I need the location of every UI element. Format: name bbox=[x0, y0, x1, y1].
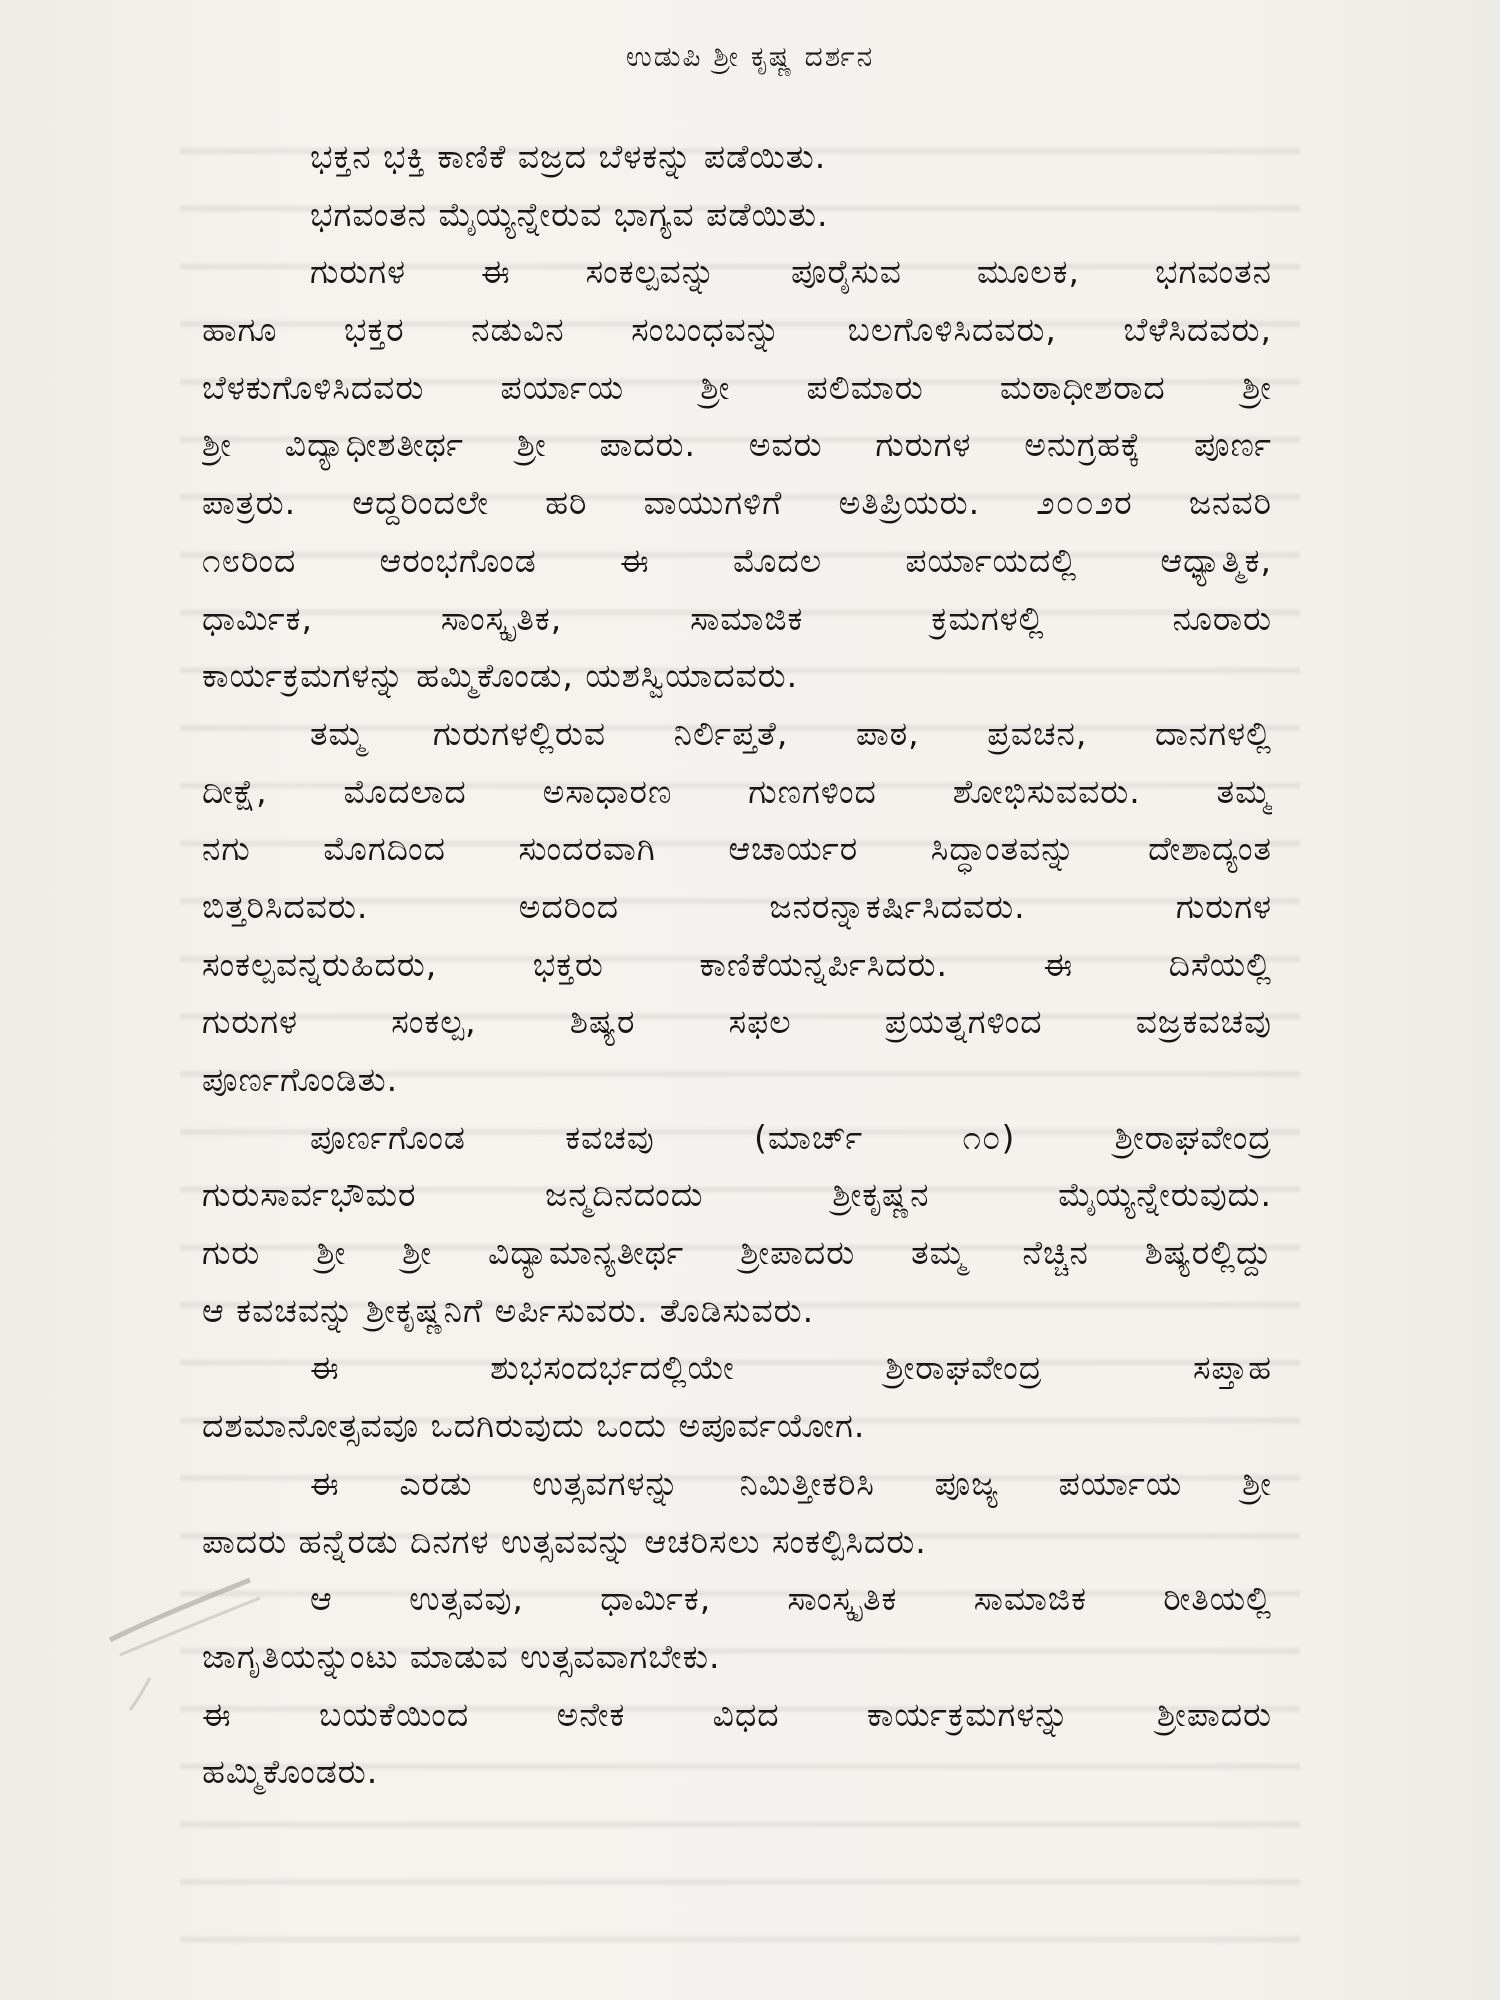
text-line: ತಮ್ಮ ಗುರುಗಳಲ್ಲಿರುವ ನಿರ್ಲಿಪ್ತತೆ, ಪಾಠ, ಪ್ರವಚನ, ದಾನಗಳಲ್ಲಿ bbox=[310, 713, 1272, 753]
text-line: ಸಂಕಲ್ಪವನ್ನರುಹಿದರು, ಭಕ್ತರು ಕಾಣಿಕೆಯನ್ನರ್ಪಿಸಿದರು. ಈ ದಿಸೆಯಲ್ಲಿ bbox=[202, 944, 1272, 984]
text-line: ಶ್ರೀ ವಿದ್ಯಾಧೀಶತೀರ್ಥ ಶ್ರೀ ಪಾದರು. ಅವರು ಗುರುಗಳ ಅನುಗ್ರಹಕ್ಕೆ ಪೂರ್ಣ bbox=[202, 425, 1272, 465]
text-line: ಹಾಗೂ ಭಕ್ತರ ನಡುವಿನ ಸಂಬಂಧವನ್ನು ಬಲಗೊಳಿಸಿದವರು, ಬೆಳೆಸಿದವರು, bbox=[202, 310, 1272, 350]
text-line: ಈ ಬಯಕೆಯಿಂದ ಅನೇಕ ವಿಧದ ಕಾರ್ಯಕ್ರಮಗಳನ್ನು ಶ್ರೀಪಾದರು bbox=[202, 1694, 1272, 1734]
text-line: ಆ ಕವಚವನ್ನು ಶ್ರೀಕೃಷ್ಣನಿಗೆ ಅರ್ಪಿಸುವರು. ತೊಡಿಸುವರು. bbox=[202, 1290, 815, 1330]
text-line: ಈ ಶುಭಸಂದರ್ಭದಲ್ಲಿಯೇ ಶ್ರೀರಾಘವೇಂದ್ರ ಸಪ್ತಾಹ bbox=[310, 1348, 1272, 1388]
text-line: ಗುರುಗಳ ಸಂಕಲ್ಪ, ಶಿಷ್ಯರ ಸಫಲ ಪ್ರಯತ್ನಗಳಿಂದ ವಜ್ರಕವಚವು bbox=[202, 1002, 1272, 1042]
running-header: ಉಡುಪಿ ಶ್ರೀ ಕೃಷ್ಣ ದರ್ಶನ bbox=[625, 40, 875, 73]
text-line: ನಗು ಮೊಗದಿಂದ ಸುಂದರವಾಗಿ ಆಚಾರ್ಯರ ಸಿದ್ಧಾಂತವನ್ನು ದೇಶಾದ್ಯಂತ bbox=[202, 829, 1272, 869]
text-line: ಗುರು ಶ್ರೀ ಶ್ರೀ ವಿದ್ಯಾಮಾನ್ಯತೀರ್ಥ ಶ್ರೀಪಾದರು ತಮ್ಮ ನೆಚ್ಚಿನ ಶಿಷ್ಯರಲ್ಲಿದ್ದು bbox=[202, 1233, 1272, 1273]
text-line: ದಶಮಾನೋತ್ಸವವೂ ಒದಗಿರುವುದು ಒಂದು ಅಪೂರ್ವಯೋಗ. bbox=[202, 1406, 866, 1446]
text-line: ೧೮ರಿಂದ ಆರಂಭಗೊಂಡ ಈ ಮೊದಲ ಪರ್ಯಾಯದಲ್ಲಿ ಆಧ್ಯಾತ್ಮಿಕ, bbox=[202, 540, 1272, 580]
text-line: ಜಾಗೃತಿಯನ್ನುಂಟು ಮಾಡುವ ಉತ್ಸವವಾಗಬೇಕು. bbox=[202, 1636, 721, 1676]
text-line: ಕಾರ್ಯಕ್ರಮಗಳನ್ನು ಹಮ್ಮಿಕೊಂಡು, ಯಶಸ್ವಿಯಾದವರು. bbox=[202, 656, 799, 696]
text-line: ಹಮ್ಮಿಕೊಂಡರು. bbox=[202, 1752, 379, 1792]
text-line: ಭಕ್ತನ ಭಕ್ತಿ ಕಾಣಿಕೆ ವಜ್ರದ ಬೆಳಕನ್ನು ಪಡೆಯಿತು. bbox=[310, 137, 827, 176]
text-line: ಬೆಳಕುಗೊಳಿಸಿದವರು ಪರ್ಯಾಯ ಶ್ರೀ ಪಲಿಮಾರು ಮಠಾಧೀಶರಾದ ಶ್ರೀ bbox=[202, 367, 1272, 407]
text-line: ಭಗವಂತನ ಮೈಯ್ಯನ್ನೇರುವ ಭಾಗ್ಯವ ಪಡೆಯಿತು. bbox=[310, 194, 829, 234]
text-line: ದೀಕ್ಷೆ, ಮೊದಲಾದ ಅಸಾಧಾರಣ ಗುಣಗಳಿಂದ ಶೋಭಿಸುವವರು. ತಮ್ಮ bbox=[202, 771, 1272, 811]
text-line: ಪೂರ್ಣಗೊಂಡ ಕವಚವು (ಮಾರ್ಚ್ ೧೦) ಶ್ರೀರಾಘವೇಂದ್ರ bbox=[310, 1117, 1272, 1157]
text-line: ಗುರುಸಾರ್ವಭೌಮರ ಜನ್ಮದಿನದಂದು ಶ್ರೀಕೃಷ್ಣನ ಮೈಯ್ಯನ್ನೇರುವುದು. bbox=[202, 1175, 1272, 1215]
text-line: ಪಾತ್ರರು. ಆದ್ದರಿಂದಲೇ ಹರಿ ವಾಯುಗಳಿಗೆ ಅತಿಪ್ರಿಯರು. ೨೦೦೨ರ ಜನವರಿ bbox=[202, 483, 1272, 523]
page-body bbox=[202, 128, 1272, 1801]
text-line: ಪೂರ್ಣಗೊಂಡಿತು. bbox=[202, 1060, 399, 1099]
text-line: ಆ ಉತ್ಸವವು, ಧಾರ್ಮಿಕ, ಸಾಂಸ್ಕೃತಿಕ ಸಾಮಾಜಿಕ ರೀತಿಯಲ್ಲಿ bbox=[310, 1579, 1272, 1619]
text-line: ಧಾರ್ಮಿಕ, ಸಾಂಸ್ಕೃತಿಕ, ಸಾಮಾಜಿಕ ಕ್ರಮಗಳಲ್ಲಿ ನೂರಾರು bbox=[202, 598, 1272, 638]
text-line: ಬಿತ್ತರಿಸಿದವರು. ಅದರಿಂದ ಜನರನ್ನಾಕರ್ಷಿಸಿದವರು. ಗುರುಗಳ bbox=[202, 886, 1272, 926]
text-line: ಈ ಎರಡು ಉತ್ಸವಗಳನ್ನು ನಿಮಿತ್ತೀಕರಿಸಿ ಪೂಜ್ಯ ಪರ್ಯಾಯ ಶ್ರೀ bbox=[310, 1463, 1272, 1503]
text-line: ಪಾದರು ಹನ್ನೆರಡು ದಿನಗಳ ಉತ್ಸವವನ್ನು ಆಚರಿಸಲು ಸಂಕಲ್ಪಿಸಿದರು. bbox=[202, 1521, 927, 1561]
text-line: ಗುರುಗಳ ಈ ಸಂಕಲ್ಪವನ್ನು ಪೂರೈಸುವ ಮೂಲಕ, ಭಗವಂತನ bbox=[310, 252, 1272, 292]
